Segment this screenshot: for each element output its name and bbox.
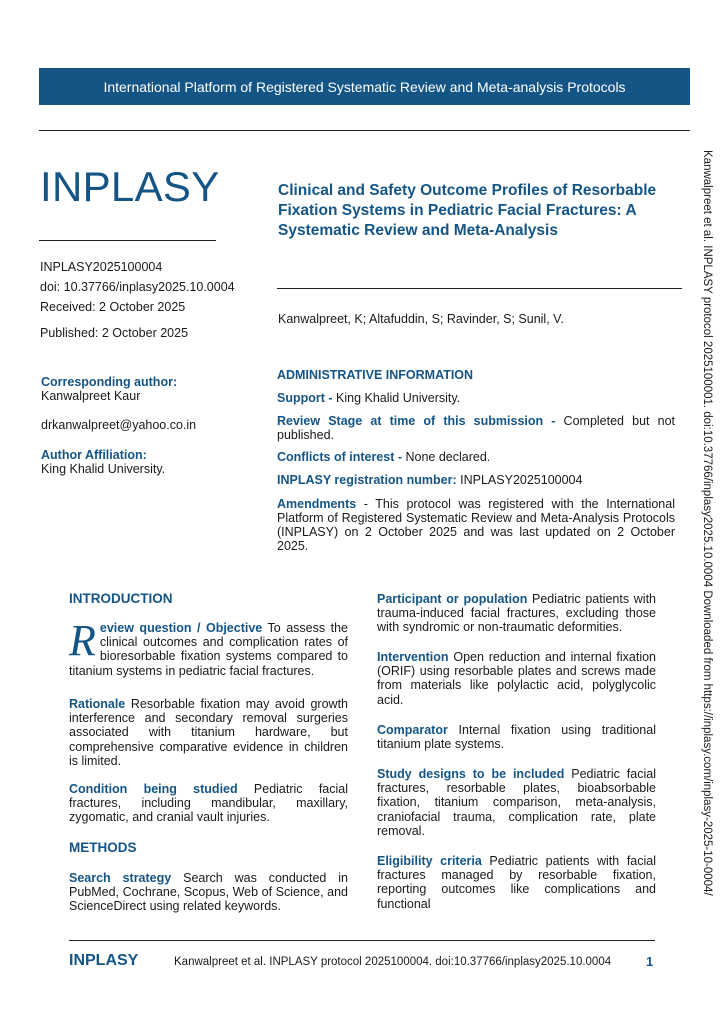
author-affiliation [41, 448, 251, 476]
amendments-value: - This protocol was registered with the International Platform of Registered Systematic Review and Meta-Analysis Protocols (INPLASY) on 2 October 2025 and was last updated on 2 October 2025. [277, 497, 675, 553]
article-title: Clinical and Safety Outcome Profiles of Resorbable Fixation Systems in Pediatric Facial Fractures: A Systematic Review and Meta-Analysis [278, 182, 657, 239]
footer-citation: Kanwalpreet et al. INPLASY protocol 2025100004. doi:10.37766/inplasy2025.10.0004 [174, 956, 612, 968]
conflicts-label: Conflicts of interest - [277, 450, 403, 464]
intervention [377, 650, 656, 707]
participant-value: Pediatric patients with trauma-induced facial fractures, excluding those with syndromic or non-traumatic deformities. [377, 592, 656, 635]
download-watermark: Kanwalpreet et al. INPLASY protocol 2025100001. doi:10.37766/inplasy2025.10.0004 Downloaded from https://inplasy.com/inplasy-2025-10-0004/ [701, 150, 713, 896]
comparator-value: Internal fixation using traditional titanium plate systems. [377, 723, 656, 752]
affiliation-heading: Author Affiliation: [41, 448, 147, 462]
participant-population [377, 592, 656, 635]
author-list: Kanwalpreet, K; Altafuddin, S; Ravinder, S; Sunil, V. [278, 312, 564, 326]
footer-logo: INPLASY [69, 952, 139, 969]
doi[interactable]: doi: 10.37766/inplasy2025.10.0004 [40, 280, 235, 294]
amendments [277, 497, 675, 553]
protocol-id: INPLASY2025100004 [40, 260, 163, 274]
corresponding-name: Kanwalpreet Kaur [41, 389, 141, 403]
dropcap-letter: R [69, 616, 96, 665]
support-value: King Khalid University. [332, 391, 461, 405]
rationale-label: Rationale [69, 697, 126, 711]
corresponding-author [41, 375, 251, 432]
participant-label: Participant or population [377, 592, 528, 606]
eligibility-value: Pediatric patients with facial fractures managed by resorbable fixation, reporting outcomes like complications and functional [377, 854, 656, 911]
condition-studied [69, 782, 348, 825]
review-question-value: To assess the clinical outcomes and complication rates of bioresorbable fixation systems compared to titanium systems in pediatric facial fractures. [69, 621, 348, 678]
intervention-value: Open reduction and internal fixation (ORIF) using resorbable plates and screws made from materials like polylactic acid, polyglycolic acid. [377, 650, 656, 707]
review-stage [277, 414, 675, 442]
rationale-value: Resorbable fixation may avoid growth interference and secondary removal surgeries associated with titanium hardware, but comprehensive comparative evidence in children is limited. [69, 697, 348, 768]
designs-label: Study designs to be included [377, 767, 565, 781]
introduction-heading: INTRODUCTION [69, 591, 173, 606]
registration-value: INPLASY2025100004 [456, 473, 583, 487]
corresponding-email[interactable]: drkanwalpreet@yahoo.co.in [41, 418, 197, 432]
amendments-label: Amendments [277, 497, 357, 511]
footer-divider [69, 940, 655, 941]
search-value: Search was conducted in PubMed, Cochrane, Scopus, Web of Science, and ScienceDirect using related keywords. [69, 871, 348, 914]
inplasy-logo: INPLASY [40, 163, 220, 210]
comparator-label: Comparator [377, 723, 448, 737]
rationale [69, 697, 348, 768]
conflicts [277, 450, 675, 464]
condition-value: Pediatric facial fractures, including mandibular, maxillary, zygomatic, and cranial vault injuries. [69, 782, 348, 825]
admin-heading: ADMINISTRATIVE INFORMATION [277, 368, 474, 382]
designs-value: Pediatric facial fractures, resorbable plates, bioabsorbable fixation, titanium comparison, meta-analysis, craniofacial trauma, complication rate, plate removal. [377, 767, 656, 838]
eligibility-criteria [377, 854, 656, 911]
published-date: Published: 2 October 2025 [40, 326, 189, 340]
review-question [69, 616, 348, 678]
journal-banner: International Platform of Registered Systematic Review and Meta-analysis Protocols [39, 68, 690, 105]
header-divider [39, 130, 690, 131]
intervention-label: Intervention [377, 650, 449, 664]
methods-heading: METHODS [69, 840, 137, 855]
corresponding-heading: Corresponding author: [41, 375, 178, 389]
stage-label: Review Stage at time of this submission - [277, 414, 556, 428]
search-strategy [69, 871, 348, 914]
stage-value: Completed but not published. [277, 414, 676, 442]
condition-label: Condition being studied [69, 782, 238, 796]
received-date: Received: 2 October 2025 [40, 300, 186, 314]
logo-divider [39, 240, 216, 241]
review-question-label: eview question / Objective [99, 621, 263, 635]
registration-number [277, 473, 675, 487]
conflicts-value: None declared. [402, 450, 491, 464]
affiliation-value: King Khalid University. [41, 462, 166, 476]
comparator [377, 723, 656, 751]
support [277, 391, 675, 405]
page-number: 1 [646, 954, 654, 969]
eligibility-label: Eligibility criteria [377, 854, 482, 868]
search-label: Search strategy [69, 871, 172, 885]
support-label: Support - [277, 391, 333, 405]
study-designs [377, 767, 656, 838]
registration-label: INPLASY registration number: [277, 473, 457, 487]
title-divider [277, 288, 682, 289]
